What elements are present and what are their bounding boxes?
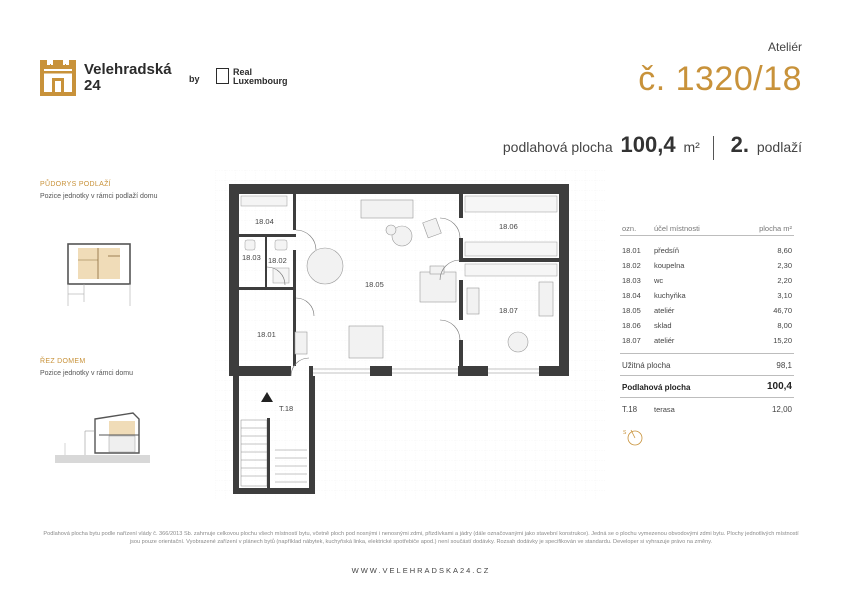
partner-name xyxy=(233,68,288,86)
castle-logo-icon xyxy=(38,58,78,98)
rooms-table xyxy=(620,220,794,419)
by-text: by xyxy=(189,74,200,84)
compass-label: S xyxy=(623,430,627,436)
cell-area: 2,20 xyxy=(777,276,792,285)
cell-area: 12,00 xyxy=(771,405,792,414)
cell-area: 2,30 xyxy=(777,261,792,270)
floor-plan-title: PŮDORYS PODLAŽÍ xyxy=(40,181,111,188)
floor-area-label: Podlahová plocha xyxy=(622,383,691,392)
area-value: 100,4 xyxy=(620,132,676,157)
section-title: ŘEZ DOMEM xyxy=(40,358,86,365)
table-row xyxy=(620,272,794,287)
floor-position-diagram xyxy=(60,238,140,308)
cell-code: T.18 xyxy=(622,405,638,414)
cell-area: 8,00 xyxy=(777,321,792,330)
area-summary xyxy=(503,132,802,160)
table-row xyxy=(620,332,794,347)
cell-code: 18.05 xyxy=(622,306,641,315)
usable-area-row xyxy=(620,353,794,375)
website-link[interactable]: WWW.VELEHRADSKA24.CZ xyxy=(351,566,491,575)
cell-code: 18.07 xyxy=(622,336,641,345)
cell-purpose: sklad xyxy=(654,321,672,330)
room-label-18-02: 18.02 xyxy=(268,256,287,265)
brand-number: 24 xyxy=(84,77,101,94)
header-purpose: účel místnosti xyxy=(654,224,700,233)
room-label-18-01: 18.01 xyxy=(257,330,276,339)
real-luxembourg-logo-icon xyxy=(216,68,229,84)
unit-type: Ateliér xyxy=(767,40,802,54)
room-label-t18: T.18 xyxy=(279,404,294,413)
floor-area-row xyxy=(620,375,794,397)
divider xyxy=(713,136,714,160)
table-row xyxy=(620,242,794,257)
cell-code: 18.06 xyxy=(622,321,641,330)
partner-line1: Real xyxy=(233,67,253,77)
terrace-row xyxy=(620,397,794,419)
table-row xyxy=(620,317,794,332)
area-label: podlahová plocha xyxy=(502,139,613,155)
cell-purpose: wc xyxy=(654,276,664,285)
room-label-18-06: 18.06 xyxy=(499,222,518,231)
floor-number: 2. xyxy=(730,132,749,157)
cell-area: 46,70 xyxy=(773,306,792,315)
table-row xyxy=(620,287,794,302)
cell-code: 18.03 xyxy=(622,276,641,285)
cell-code: 18.01 xyxy=(622,246,641,255)
cell-area: 15,20 xyxy=(773,336,792,345)
header-area: plocha m² xyxy=(759,224,792,233)
cell-purpose: terasa xyxy=(654,405,675,414)
floor-plan-subtitle: Pozice jednotky v rámci podlaží domu xyxy=(40,193,158,200)
usable-area-value: 98,1 xyxy=(776,361,792,370)
table-header xyxy=(620,220,794,236)
cell-purpose: ateliér xyxy=(654,306,675,315)
building-section-diagram xyxy=(55,405,150,467)
floor-label: podlaží xyxy=(756,139,802,155)
table-row xyxy=(620,302,794,317)
section-subtitle: Pozice jednotky v rámci domu xyxy=(40,370,133,377)
unit-number: č. 1320/18 xyxy=(638,60,802,98)
cell-purpose: ateliér xyxy=(654,336,675,345)
footnote: Podlahová plocha bytu podle nařízení vlády č. 366/2013 Sb. zahrnuje celkovou plochu všech místností bytu, včetně ploch pod nosnými i nenosnými zdmi, přizdívkami a jádry (dále označovanými jako stavební konstrukce). Jedná se o plochu vymezenou obvodovými zdmi bytu. Plochy jednotlivých místností jsou pouze orientační. Vyobrazené zařízení v plánech bytů (například nábytek, kuchyňská linka, elektrické spotřebiče apod.) není součástí dodávky. Rozsah dodávky je specifikován ve standardu. Developer si vyhrazuje právo na změny. xyxy=(43,531,799,545)
cell-purpose: předsíň xyxy=(654,246,680,255)
header-code: ozn. xyxy=(622,224,637,233)
cell-purpose: koupelna xyxy=(654,261,685,270)
room-label-18-04: 18.04 xyxy=(255,217,274,226)
cell-area: 3,10 xyxy=(777,291,792,300)
compass-icon xyxy=(622,426,646,448)
partner-line2: Luxembourg xyxy=(233,76,288,86)
area-unit: m² xyxy=(683,139,700,155)
room-label-18-03: 18.03 xyxy=(242,253,261,262)
cell-purpose: kuchyňka xyxy=(654,291,686,300)
cell-code: 18.04 xyxy=(622,291,641,300)
table-row xyxy=(620,257,794,272)
floor-area-value: 100,4 xyxy=(766,381,792,392)
cell-code: 18.02 xyxy=(622,261,641,270)
room-label-18-07: 18.07 xyxy=(499,306,518,315)
cell-area: 8,60 xyxy=(777,246,792,255)
brand-name: Velehradská xyxy=(84,61,172,78)
room-label-18-05: 18.05 xyxy=(365,280,384,289)
usable-area-label: Užitná plocha xyxy=(622,361,671,370)
floor-plan xyxy=(215,170,605,500)
